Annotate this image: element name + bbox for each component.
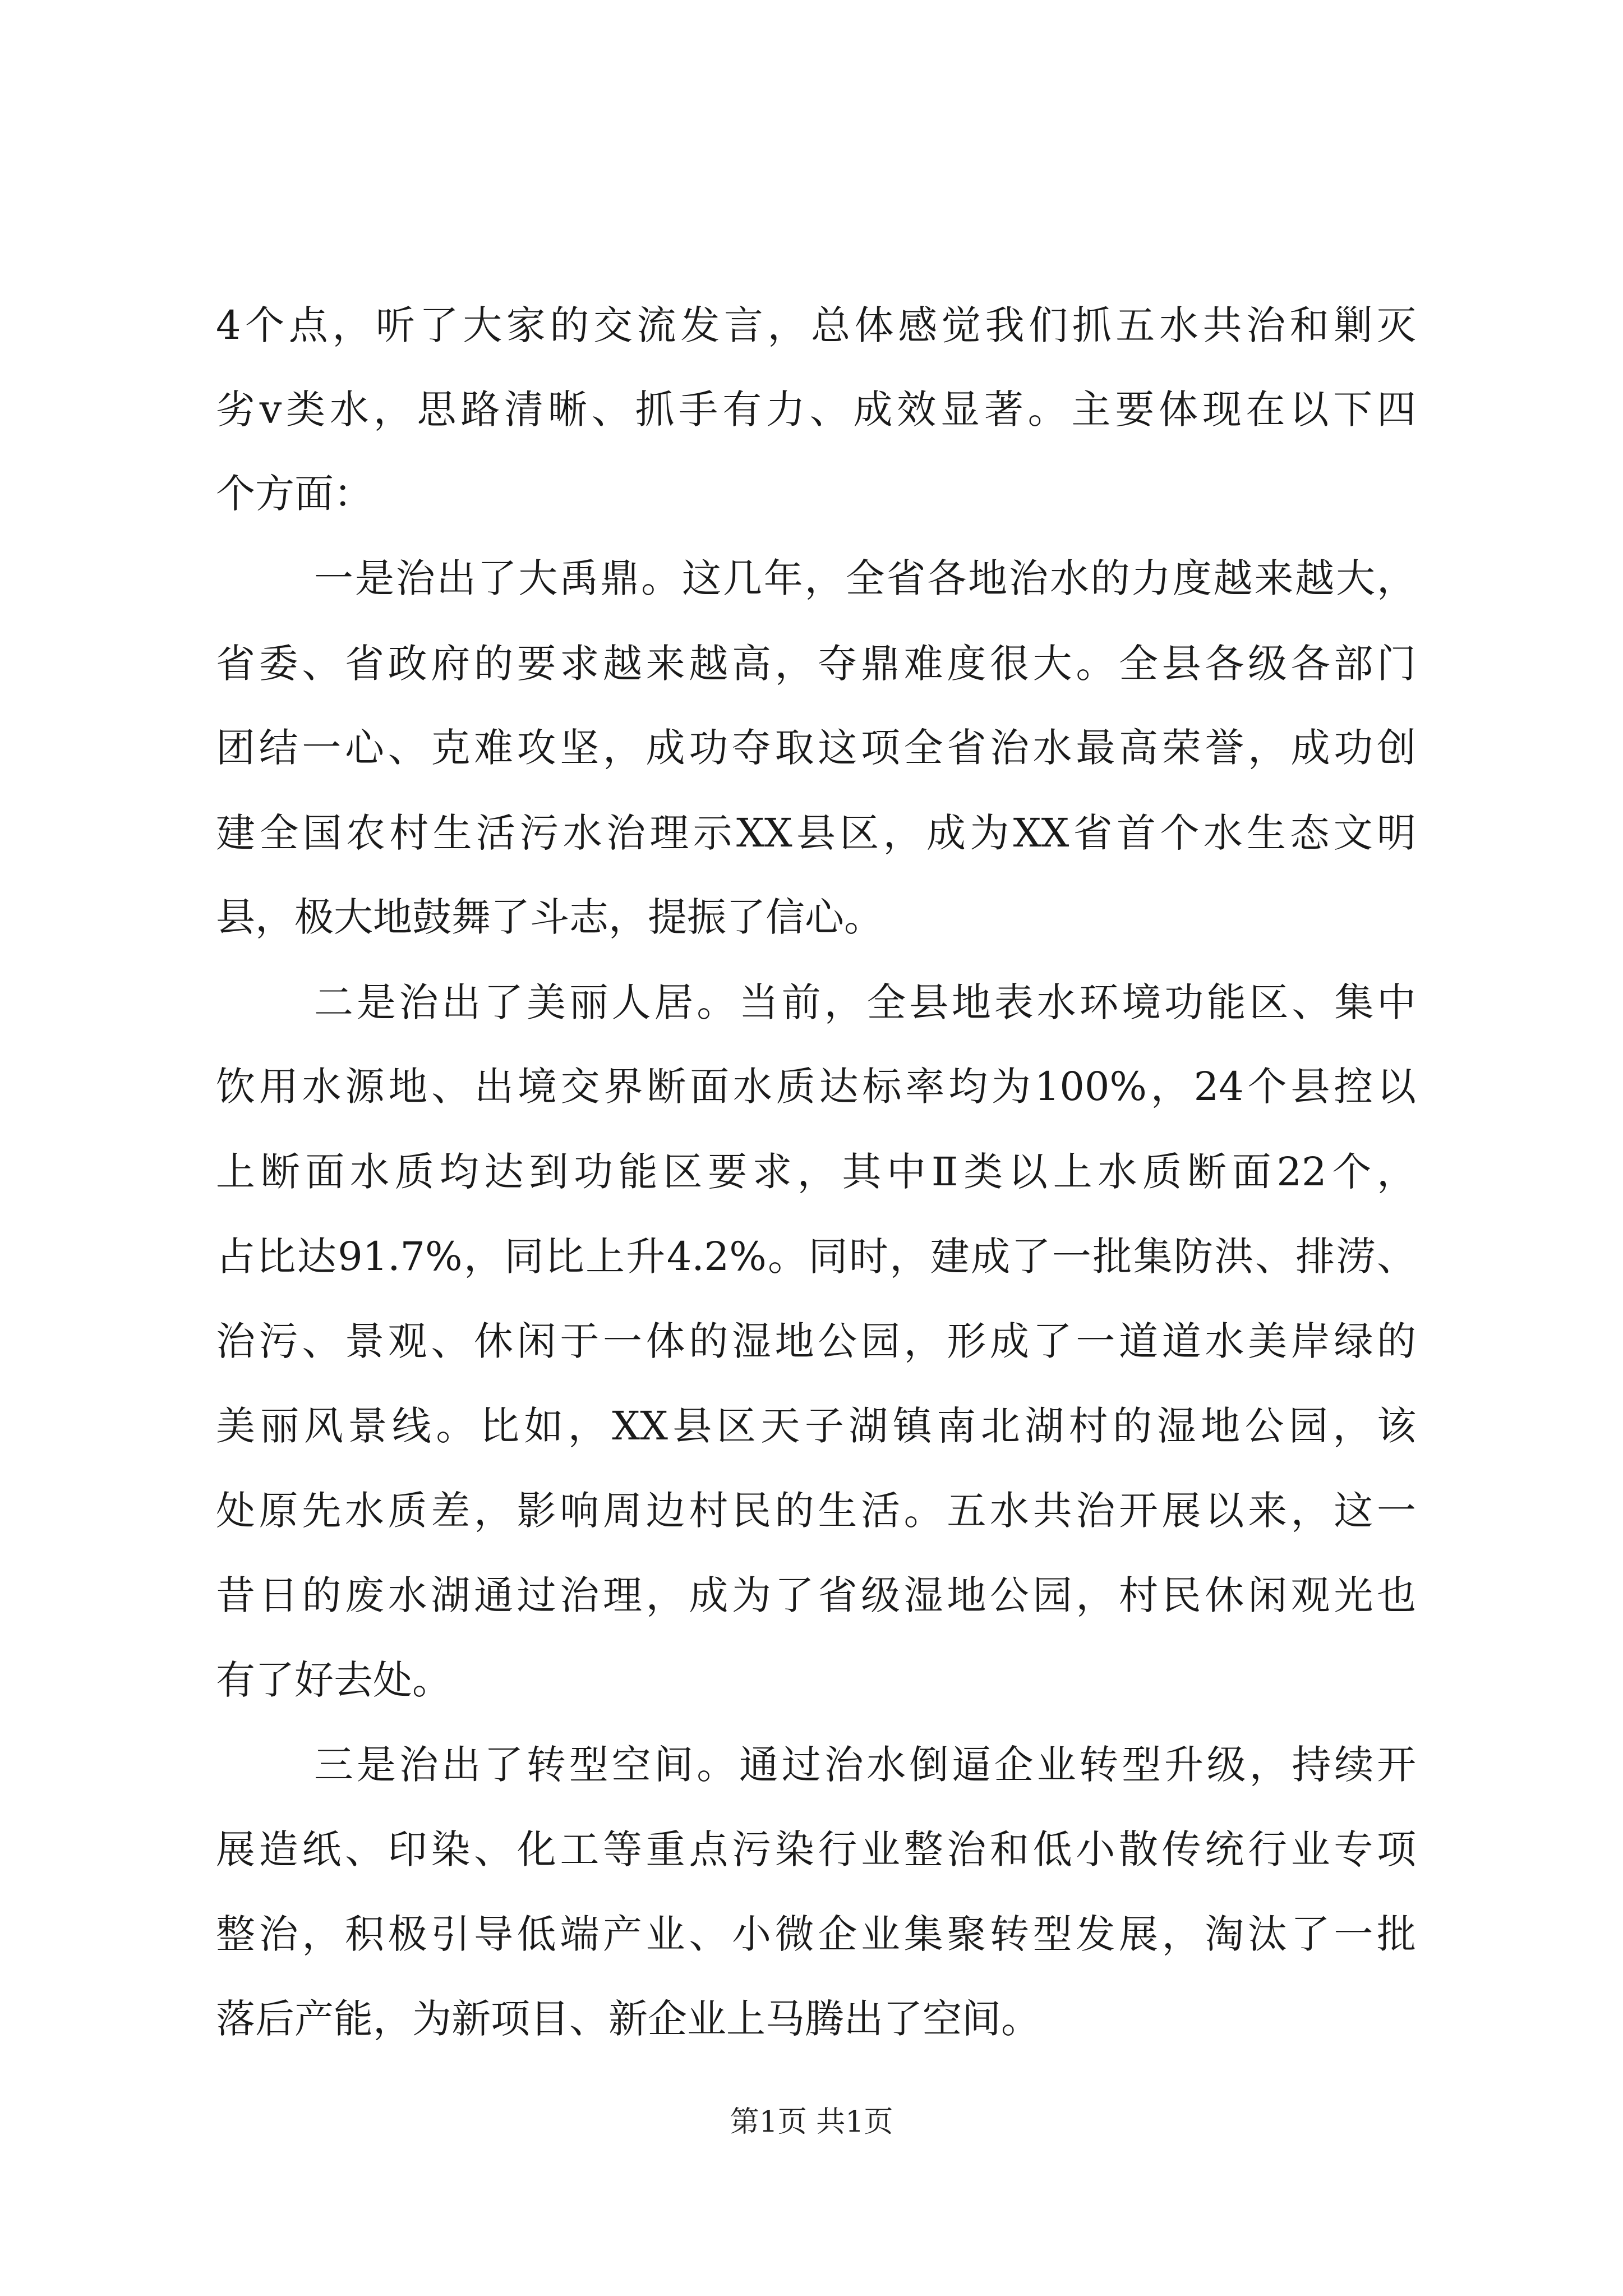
- text-line: 饮用水源地、出境交界断面水质达标率均为100%，24个县控以: [216, 1064, 1416, 1110]
- text-line: 有了好去处。: [216, 1657, 451, 1703]
- text-line: 整治，积极引导低端产业、小微企业集聚转型发展，淘汰了一批: [216, 1911, 1416, 1957]
- text-line: 美丽风景线。比如，XX县区天子湖镇南北湖村的湿地公园，该: [216, 1403, 1416, 1449]
- text-line: 省委、省政府的要求越来越高，夺鼎难度很大。全县各级各部门: [216, 641, 1416, 687]
- text-line: 团结一心、克难攻坚，成功夺取这项全省治水最高荣誉，成功创: [216, 725, 1416, 771]
- paragraph-first-line: 三是治出了转型空间。通过治水倒逼企业转型升级，持续开: [314, 1742, 1416, 1788]
- text-line: 昔日的废水湖通过治理，成为了省级湿地公园，村民休闲观光也: [216, 1572, 1416, 1618]
- text-line: 个方面：: [216, 471, 373, 517]
- text-line: 建全国农村生活污水治理示XX县区，成为XX省首个水生态文明: [216, 810, 1416, 856]
- text-line: 上断面水质均达到功能区要求，其中Ⅱ类以上水质断面22个，: [216, 1149, 1416, 1195]
- text-line: 落后产能，为新项目、新企业上马腾出了空间。: [216, 1996, 1040, 2042]
- text-line: 4个点，听了大家的交流发言，总体感觉我们抓五水共治和剿灭: [216, 302, 1416, 348]
- text-line: 治污、景观、休闲于一体的湿地公园，形成了一道道水美岸绿的: [216, 1318, 1416, 1364]
- text-line: 占比达91.7%，同比上升4.2%。同时，建成了一批集防洪、排涝、: [216, 1234, 1416, 1280]
- text-line: 展造纸、印染、化工等重点污染行业整治和低小散传统行业专项: [216, 1826, 1416, 1872]
- paragraph-first-line: 二是治出了美丽人居。当前，全县地表水环境功能区、集中: [314, 979, 1416, 1025]
- text-line: 县，极大地鼓舞了斗志，提振了信心。: [216, 894, 883, 940]
- page-number: 第1页 共1页: [730, 2105, 893, 2139]
- paragraph-first-line: 一是治出了大禹鼎。这几年，全省各地治水的力度越来越大，: [314, 555, 1416, 601]
- text-line: 处原先水质差，影响周边村民的生活。五水共治开展以来，这一: [216, 1488, 1416, 1534]
- text-line: 劣v类水，思路清晰、抓手有力、成效显著。主要体现在以下四: [216, 386, 1416, 432]
